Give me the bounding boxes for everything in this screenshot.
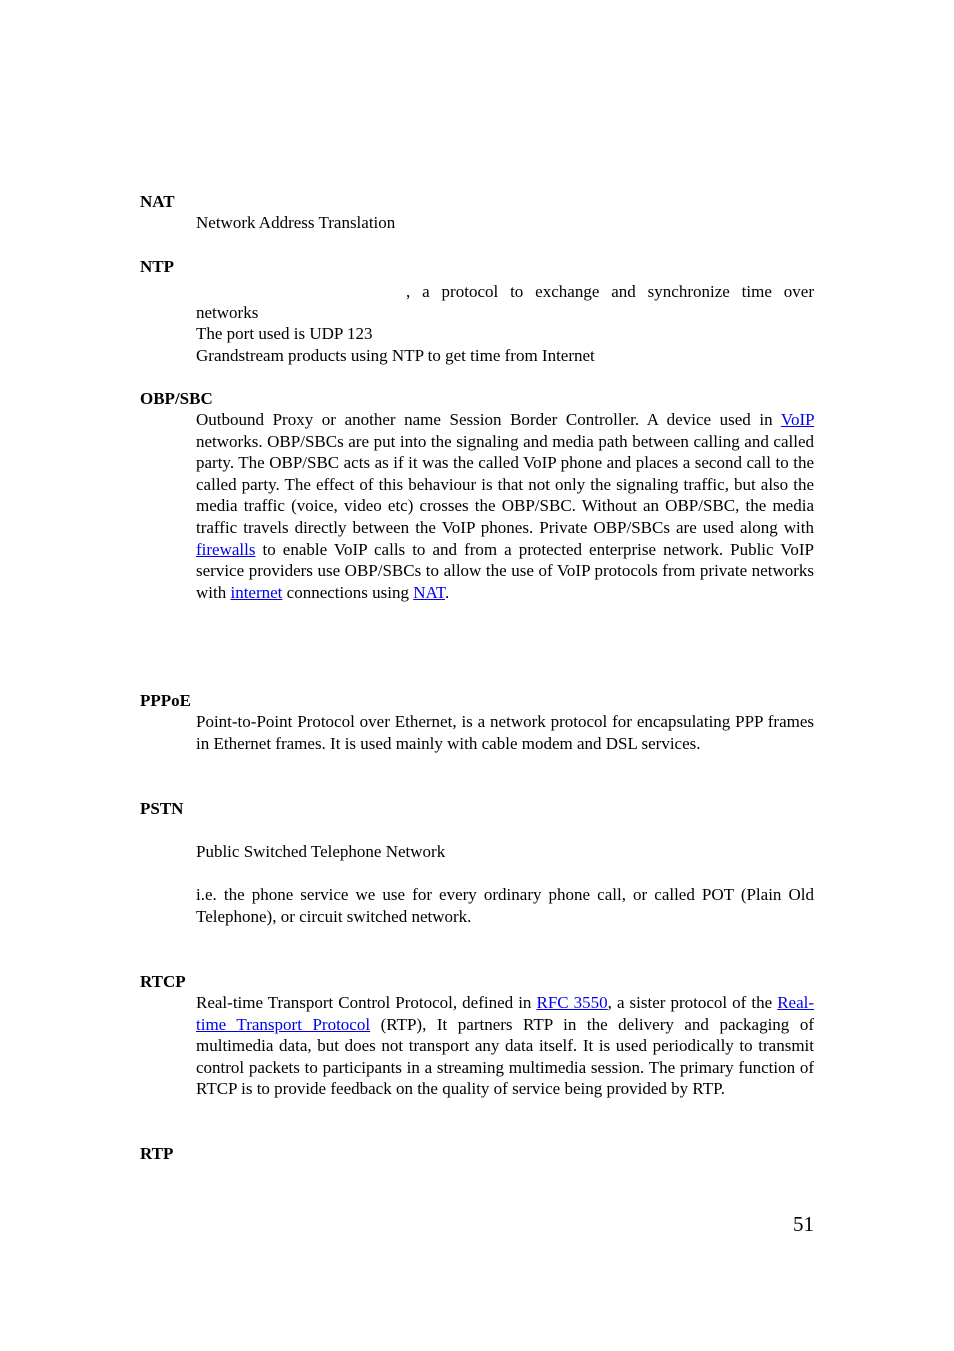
ntp-port-note: The port used is UDP 123 <box>196 324 373 343</box>
term-nat: NAT <box>140 192 175 211</box>
ntp-description-continued: networks <box>196 303 259 322</box>
ntp-description: , a protocol to exchange and synchronize time over <box>406 282 814 301</box>
definition-rtcp <box>196 992 814 1100</box>
page-number: 51 <box>793 1212 814 1236</box>
voip-link[interactable]: VoIP <box>780 410 814 429</box>
term-obp-sbc: OBP/SBC <box>140 389 213 408</box>
rtcp-text-2: , a sister protocol of the <box>607 993 778 1012</box>
ntp-usage-note: Grandstream products using NTP to get time from Internet <box>196 346 595 365</box>
term-pppoe: PPPoE <box>140 691 191 710</box>
term-rtp: RTP <box>140 1144 174 1163</box>
pstn-note: i.e. the phone service we use for every ordinary phone call, or called POT (Plain Old Telephone), or circuit switched network. <box>196 885 814 926</box>
rtcp-text-3: (RTP), It partners RTP in the delivery and packaging of multimedia data, but does not transport any data itself. It is used periodically to transmit control packets to participants in a streaming multimedia session. The primary function of RTCP is to provide feedback on the quality of service being provided by RTP. <box>196 1014 814 1099</box>
definition-pstn: Public Switched Telephone Network <box>196 842 446 861</box>
rfc-3550-link[interactable]: RFC 3550 <box>536 993 608 1012</box>
definition-obp-sbc <box>196 409 814 603</box>
definition-nat: Network Address Translation <box>196 213 396 232</box>
obp-text-4: connections using <box>282 582 414 602</box>
term-ntp: NTP <box>140 257 174 276</box>
term-pstn: PSTN <box>140 799 184 818</box>
obp-text-3: to enable VoIP calls to and from a protected enterprise network. Public VoIP service providers use OBP/SBCs to allow the use of VoIP protocols from private networks with <box>196 539 814 602</box>
real-time-transport-protocol-link[interactable]: Real-time Transport Protocol <box>196 993 815 1034</box>
nat-link[interactable]: NAT <box>413 582 445 602</box>
obp-text-5: . <box>445 582 450 602</box>
term-rtcp: RTCP <box>140 972 186 991</box>
definition-pppoe: Point-to-Point Protocol over Ethernet, is a network protocol for encapsulating PPP frames in Ethernet frames. It is used mainly with cable modem and DSL services. <box>196 712 814 753</box>
obp-text-1: Outbound Proxy or another name Session Border Controller. A device used in <box>196 410 781 429</box>
internet-link[interactable]: internet <box>230 582 283 602</box>
obp-text-2: networks. OBP/SBCs are put into the signaling and media path between calling and called party. The OBP/SBC acts as if it was the called VoIP phone and places a second call to the called party. The effect of this behaviour is that not only the signaling traffic, but also the media traffic (voice, video etc) crosses the OBP/SBC. Without an OBP/SBC, the media traffic travels directly between the VoIP phones. Private OBP/SBCs are used along with <box>196 431 814 537</box>
firewalls-link[interactable]: firewalls <box>196 539 256 559</box>
rtcp-text-1: Real-time Transport Control Protocol, defined in <box>196 993 537 1012</box>
